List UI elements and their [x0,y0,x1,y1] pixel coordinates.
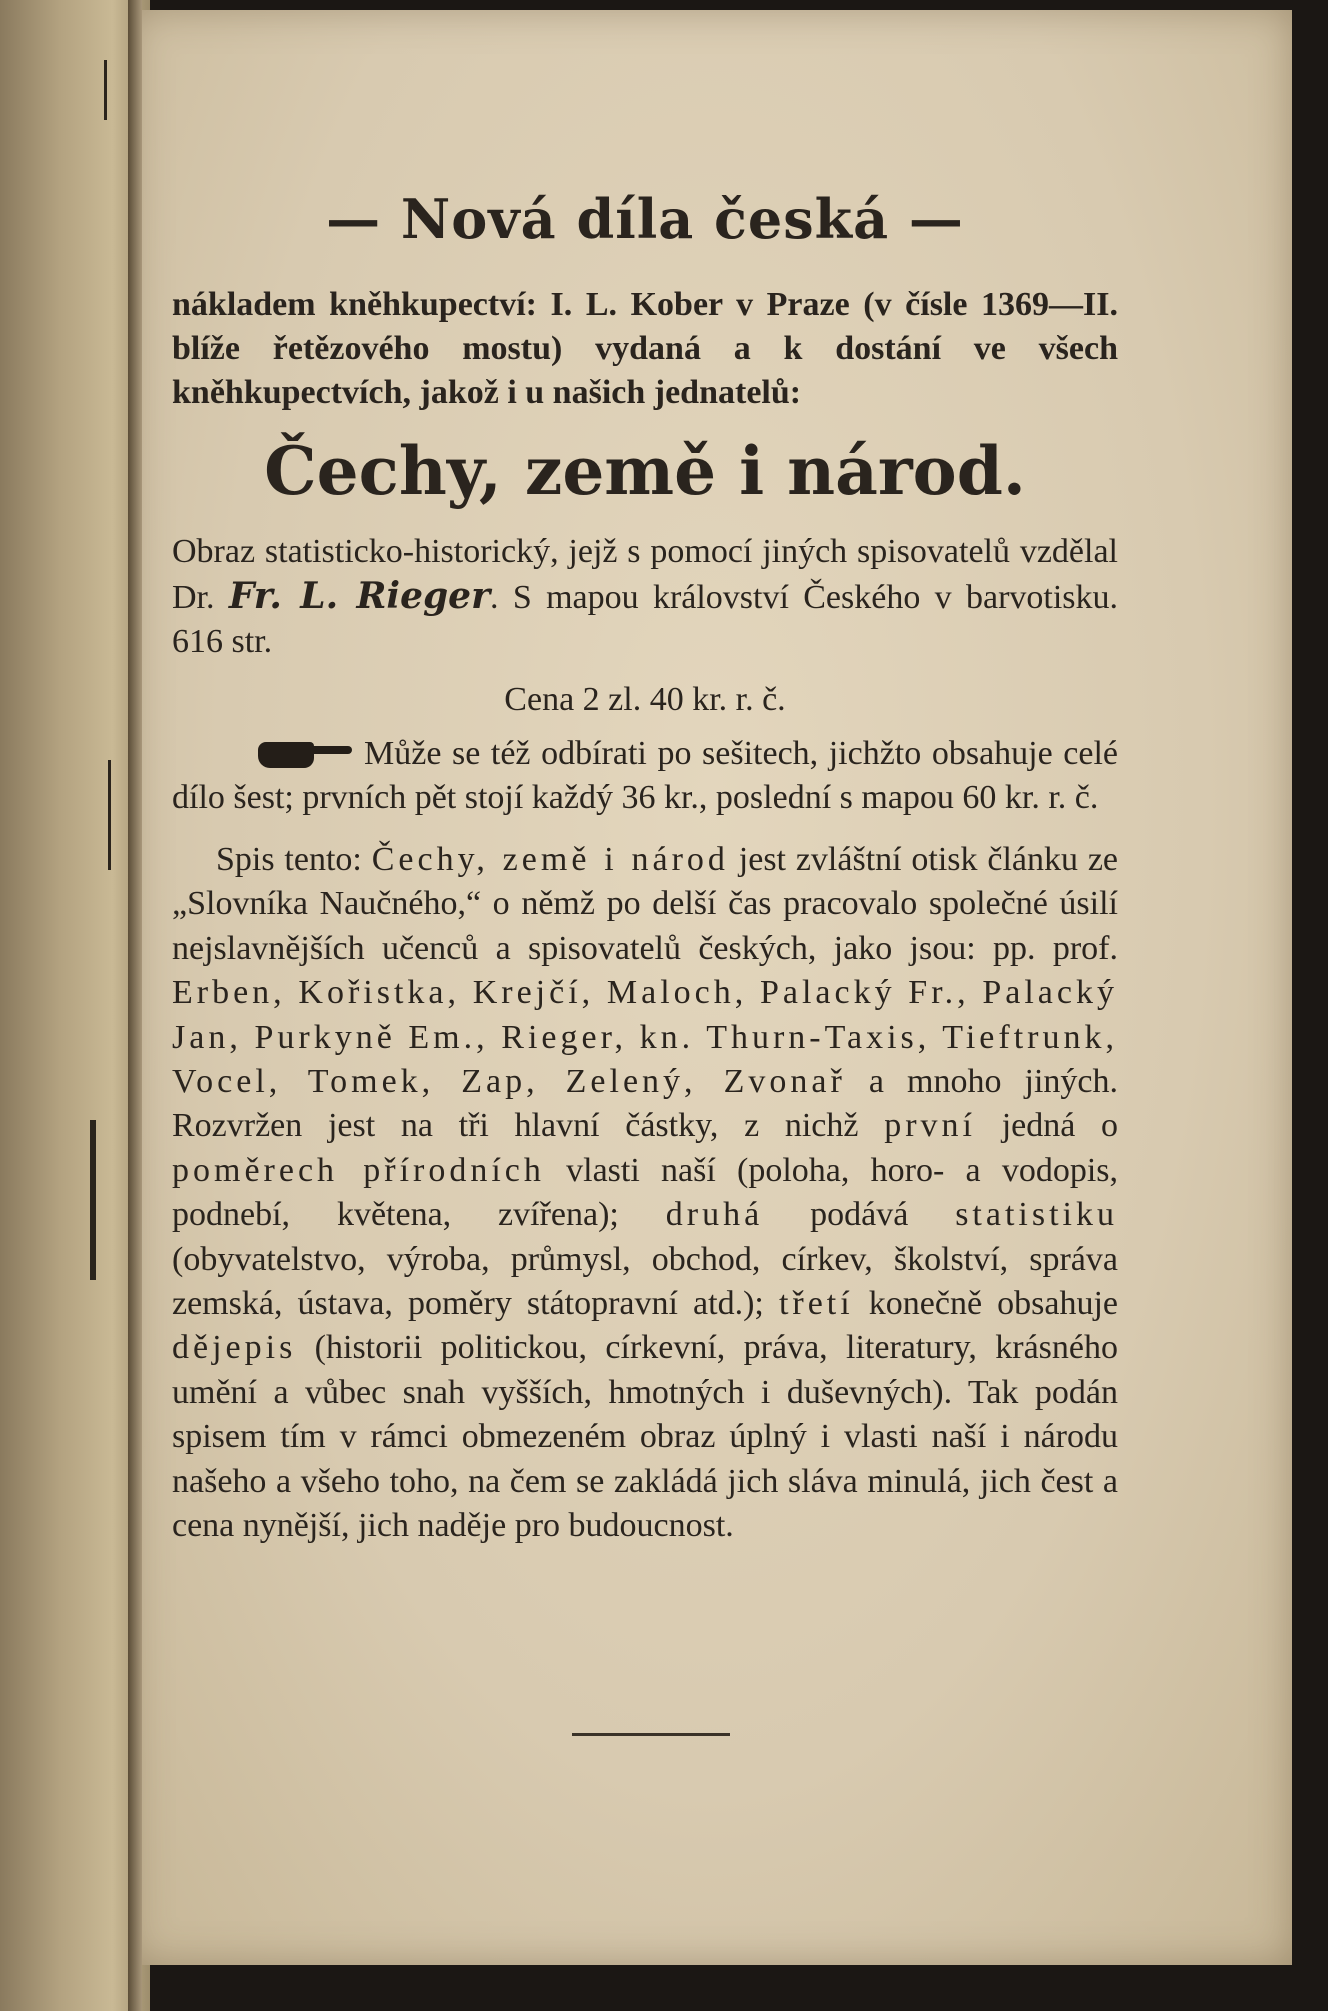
publisher-intro: nákladem kněhkupectví: I. L. Kober v Praze (v čísle 1369—II. blíže řetězového mostu) vydaná a k dostání ve všech kněhkupectvích, jakož i u našich jednatelů: [172,286,1118,412]
body-paragraph [172,838,1118,1549]
subscription-notice [172,732,1118,820]
margin-mark [108,760,111,870]
spaced-title: Čechy, země i národ [371,840,729,878]
book-title: Čechy, země i národ. [264,432,1026,511]
author-name: Fr. L. Rieger [228,574,491,617]
body-text: jedná o [1001,1107,1119,1145]
body-text: (obyvatelstvo, výroba, průmysl, obchod, církev, školství, správa zemská, ústava, poměry státopravní atd.); [172,1240,1118,1323]
closing-rule [572,1733,730,1736]
spaced-word: dějepis [172,1329,297,1367]
margin-mark [104,60,107,120]
body-text: vlasti naší (poloha, horo- a vodopis, podnebí, květena, zvířena); [172,1151,1119,1234]
spaced-word: třetí [778,1285,854,1323]
body-text: konečně obsahuje [868,1285,1118,1323]
margin-mark [90,1120,96,1280]
spaced-word: první [884,1107,976,1145]
spaced-word: poměrech přírodních [172,1151,545,1189]
page-fold [128,0,142,2011]
spaced-word: druhá [665,1196,764,1234]
body-text: podává [810,1196,909,1234]
page-heading: — Nová díla česká — [326,187,964,251]
description-text-rest: . S mapou království Českého v barvotisku. 616 str. [172,578,1119,660]
body-text: Spis tento: [216,840,362,878]
book-price: Cena 2 zl. 40 kr. r. č. [504,680,786,718]
notice-text: Může se též odbírati po sešitech, jichžto obsahuje celé dílo šest; prvních pět stojí každý 36 kr., poslední s mapou 60 kr. r. č. [172,734,1118,816]
pointing-hand-icon [258,740,350,770]
body-text: (historii politickou, církevní, práva, literatury, krásného umění a vůbec snah vyšších, hmotných i duševných). Tak podán spisem tím v rámci obmezeném obraz úplný i vlasti naší i národu našeho a všeho toho, na čem se zakládá jich sláva minulá, jich čest a cena nynější, jich naděje pro budoucnost. [172,1329,1119,1545]
body-text: a mnoho jiných. Rozvržen jest na tři hlavní částky, z nichž [172,1063,1118,1145]
description-text: Obraz statisticko-historický, jejž s pomocí jiných spisovatelů vzdělal Dr. [172,532,1118,616]
book-description [172,530,1118,664]
body-text: jest zvláštní otisk článku ze „Slovníka Naučného,“ o němž po delší čas pracovalo společné úsilí nejslavnějších učenců a spisovatelů českých, jako jsou: pp. prof. [172,840,1119,967]
spaced-word: statistiku [955,1196,1118,1234]
contributor-names: Erben, Kořistka, Krejčí, Maloch, Palacký Fr., Palacký Jan, Purkyně Em., Rieger, kn. Thurn-Taxis, Tieftrunk, Vocel, Tomek, Zap, Zelený, Zvonař [172,974,1118,1101]
page-text [172,187,1119,1548]
